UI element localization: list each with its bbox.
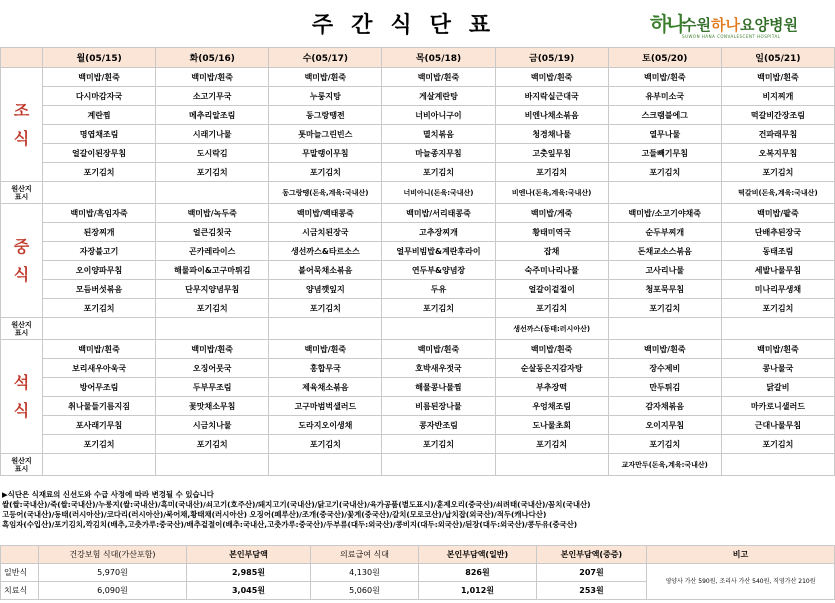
meal-label: 조 식 — [1, 68, 43, 182]
menu-cell: 고추장찌개 — [382, 223, 495, 242]
menu-cell: 포기김치 — [43, 163, 156, 182]
menu-cell: 얼갈이겉절이 — [495, 280, 608, 299]
menu-cell: 청경채나물 — [495, 125, 608, 144]
price-cell: 207원 — [537, 564, 647, 582]
day-header: 월(05/15) — [43, 48, 156, 68]
menu-cell: 세발나물무침 — [721, 261, 834, 280]
menu-cell: 시금치나물 — [156, 416, 269, 435]
day-header: 목(05/18) — [382, 48, 495, 68]
price-cell: 253원 — [537, 582, 647, 600]
menu-cell: 건파래무침 — [721, 125, 834, 144]
origin-label: 원산지 표시 — [1, 318, 43, 340]
menu-cell: 동그랑땡전 — [269, 106, 382, 125]
menu-body — [1, 68, 835, 476]
menu-cell: 볼어묵채소볶음 — [269, 261, 382, 280]
menu-cell: 얼무비빔밥&계란후라이 — [382, 242, 495, 261]
origin-cell — [43, 318, 156, 340]
menu-cell: 우엉채조림 — [495, 397, 608, 416]
menu-cell: 포기김치 — [608, 299, 721, 318]
menu-cell: 백미밥/소고기야채죽 — [608, 204, 721, 223]
menu-cell: 호박새우젓국 — [382, 359, 495, 378]
menu-cell: 포기김치 — [608, 163, 721, 182]
menu-cell: 명엽채조림 — [43, 125, 156, 144]
origin-cell: 동그랑땡(돈육,계육:국내산) — [269, 182, 382, 204]
menu-cell: 계란찜 — [43, 106, 156, 125]
day-header-row — [1, 48, 835, 68]
menu-cell: 보리새우아욱국 — [43, 359, 156, 378]
menu-row — [1, 397, 835, 416]
menu-row — [1, 242, 835, 261]
origin-cell — [43, 182, 156, 204]
menu-cell: 포기김치 — [382, 299, 495, 318]
day-header: 화(05/16) — [156, 48, 269, 68]
price-header: 건강보험 식대(가산포함) — [39, 546, 187, 564]
menu-cell: 두유 — [382, 280, 495, 299]
origin-label: 원산지 표시 — [1, 454, 43, 476]
menu-cell: 콩자반조림 — [382, 416, 495, 435]
menu-cell: 오이지무침 — [608, 416, 721, 435]
price-cell: 5,970원 — [39, 564, 187, 582]
menu-cell: 비엔나채소볶음 — [495, 106, 608, 125]
menu-cell: 연두부&양념장 — [382, 261, 495, 280]
menu-cell: 누룽지탕 — [269, 87, 382, 106]
menu-row — [1, 204, 835, 223]
menu-cell: 무말랭이무침 — [269, 144, 382, 163]
menu-cell: 생선까스&타르소스 — [269, 242, 382, 261]
menu-cell: 고구마범벅샐러드 — [269, 397, 382, 416]
menu-cell: 오이양파무침 — [43, 261, 156, 280]
menu-cell: 백미밥/흰죽 — [608, 340, 721, 359]
origin-cell — [43, 454, 156, 476]
origin-cell: 떡갈비(돈육,계육:국내산) — [721, 182, 834, 204]
menu-cell: 닭갈비 — [721, 378, 834, 397]
menu-row — [1, 87, 835, 106]
logo-name — [682, 14, 798, 35]
menu-cell: 톳마늘그린빈스 — [269, 125, 382, 144]
header — [0, 0, 835, 46]
menu-row — [1, 106, 835, 125]
menu-cell: 시금치된장국 — [269, 223, 382, 242]
menu-row — [1, 144, 835, 163]
price-cell: 1,012원 — [419, 582, 537, 600]
menu-cell: 꽃맛채소무침 — [156, 397, 269, 416]
origin-cell — [156, 454, 269, 476]
logo-subtitle: SUWON HANA CONVALESCENT HOSPITAL — [682, 34, 781, 39]
menu-cell: 장수제비 — [608, 359, 721, 378]
price-remark: 영양사 가산 590원, 조리사 가산 540원, 직영가산 210원 — [647, 564, 835, 600]
menu-cell: 황태미역국 — [495, 223, 608, 242]
logo-name-pre: 수원 — [682, 16, 711, 34]
menu-cell: 고춧잎무침 — [495, 144, 608, 163]
price-row-label: 치료식 — [1, 582, 39, 600]
origin-cell — [495, 454, 608, 476]
menu-cell: 포기김치 — [495, 163, 608, 182]
menu-cell: 고사리나물 — [608, 261, 721, 280]
price-header: 본인부담액(일반) — [419, 546, 537, 564]
price-row-general — [1, 564, 835, 582]
menu-cell: 소고기무국 — [156, 87, 269, 106]
meal-label: 석 식 — [1, 340, 43, 454]
menu-cell: 백미밥/흑임자죽 — [43, 204, 156, 223]
price-cell: 2,985원 — [187, 564, 311, 582]
menu-cell: 스크램블에그 — [608, 106, 721, 125]
menu-cell: 모듬버섯볶음 — [43, 280, 156, 299]
menu-cell: 포기김치 — [269, 299, 382, 318]
menu-cell: 다시마감자국 — [43, 87, 156, 106]
origin-label: 원산지 표시 — [1, 182, 43, 204]
menu-cell: 포기김치 — [721, 163, 834, 182]
menu-cell: 포기김치 — [269, 435, 382, 454]
menu-row — [1, 435, 835, 454]
menu-cell: 된장찌개 — [43, 223, 156, 242]
menu-cell: 홍합무국 — [269, 359, 382, 378]
origin-cell — [156, 318, 269, 340]
menu-cell: 청포묵무침 — [608, 280, 721, 299]
menu-cell: 포기김치 — [382, 435, 495, 454]
menu-cell: 백미밥/서리태콩죽 — [382, 204, 495, 223]
menu-cell: 백미밥/게죽 — [495, 204, 608, 223]
menu-cell: 얼갈이된장무침 — [43, 144, 156, 163]
menu-cell: 백미밥/흰죽 — [269, 68, 382, 87]
menu-cell: 백미밥/흰죽 — [495, 68, 608, 87]
menu-cell: 포기김치 — [495, 299, 608, 318]
day-header: 금(05/19) — [495, 48, 608, 68]
note-line: 고등어(국내산)/동태(러시아산)/코다리(러시아산)/북어채,황태채(러시아산) 오징어(페루산)/조개(중국산)/꽃게(중국산)/갈치(모로코산)/납치잡(외국산)/적두(캐나다산) — [2, 510, 547, 519]
logo-name-post: 요양병원 — [739, 16, 798, 34]
menu-cell: 감자채볶음 — [608, 397, 721, 416]
menu-cell: 포기김치 — [156, 299, 269, 318]
menu-row — [1, 340, 835, 359]
menu-cell: 백미밥/흰죽 — [382, 340, 495, 359]
origin-cell — [382, 454, 495, 476]
origin-row — [1, 454, 835, 476]
menu-cell: 포기김치 — [382, 163, 495, 182]
logo-mark-icon: 하나 — [650, 12, 683, 36]
menu-cell: 열무나물 — [608, 125, 721, 144]
menu-cell: 숙주미나리나물 — [495, 261, 608, 280]
menu-cell: 곤카레라이스 — [156, 242, 269, 261]
price-header: 본인부담액(중증) — [537, 546, 647, 564]
note-line: 쌀(쌀:국내산)/죽(쌀:국내산)/누룽지(쌀:국내산)/흑미(국내산)/쇠고기(호주산)/돼지고기(국내산)/닭고기(국내산)/육가공품(별도표시)/훈제오리(중국산)/쇠려태(국내산)/꼼치(국내산) — [2, 500, 591, 509]
menu-cell: 메추리알조림 — [156, 106, 269, 125]
origin-row — [1, 182, 835, 204]
menu-cell: 순살동은지감자탕 — [495, 359, 608, 378]
menu-cell: 멸치볶음 — [382, 125, 495, 144]
menu-cell: 포기김치 — [269, 163, 382, 182]
menu-cell: 근대나물무침 — [721, 416, 834, 435]
menu-cell: 너비아니구이 — [382, 106, 495, 125]
origin-cell — [721, 454, 834, 476]
menu-row — [1, 378, 835, 397]
menu-row — [1, 163, 835, 182]
menu-cell: 포기김치 — [43, 299, 156, 318]
origin-cell — [608, 182, 721, 204]
menu-cell: 고들빼기무침 — [608, 144, 721, 163]
menu-cell: 포기김치 — [721, 435, 834, 454]
menu-cell: 자장불고기 — [43, 242, 156, 261]
menu-cell: 포기김치 — [721, 299, 834, 318]
price-header — [1, 546, 39, 564]
menu-cell: 오징어뭇국 — [156, 359, 269, 378]
origin-cell — [156, 182, 269, 204]
menu-cell: 백미밥/흰죽 — [269, 340, 382, 359]
meal-label: 중 식 — [1, 204, 43, 318]
menu-cell: 바지락실근대국 — [495, 87, 608, 106]
menu-cell: 비름된장나물 — [382, 397, 495, 416]
menu-cell: 마늘종지무침 — [382, 144, 495, 163]
menu-cell: 잡채 — [495, 242, 608, 261]
menu-cell: 포기김치 — [495, 435, 608, 454]
origin-cell: 너비아니(돈육:국내산) — [382, 182, 495, 204]
origin-cell — [269, 454, 382, 476]
menu-cell: 백미밥/흰죽 — [495, 340, 608, 359]
menu-cell: 백미밥/흰죽 — [43, 340, 156, 359]
menu-cell: 백미밥/흰죽 — [156, 340, 269, 359]
price-header: 본인부담액 — [187, 546, 311, 564]
price-header: 비고 — [647, 546, 835, 564]
origin-cell: 비엔나(돈육,계육:국내산) — [495, 182, 608, 204]
menu-cell: 비지찌개 — [721, 87, 834, 106]
origin-cell — [608, 318, 721, 340]
price-cell: 4,130원 — [311, 564, 419, 582]
menu-cell: 단배추된장국 — [721, 223, 834, 242]
menu-cell: 해물파이&고구마튀김 — [156, 261, 269, 280]
menu-cell: 게살계란탕 — [382, 87, 495, 106]
menu-cell: 방어무조림 — [43, 378, 156, 397]
origin-row — [1, 318, 835, 340]
menu-cell: 동태조림 — [721, 242, 834, 261]
day-header: 토(05/20) — [608, 48, 721, 68]
menu-cell: 제육채소볶음 — [269, 378, 382, 397]
meal-price-table — [0, 545, 835, 600]
origin-cell: 교자만두(돈육,계육:국내산) — [608, 454, 721, 476]
menu-cell: 포기김치 — [43, 435, 156, 454]
menu-cell: 돈채교소스볶음 — [608, 242, 721, 261]
menu-cell: 취나물들기름지짐 — [43, 397, 156, 416]
day-header: 수(05/17) — [269, 48, 382, 68]
weekly-menu-table — [0, 47, 835, 476]
price-row-label: 일반식 — [1, 564, 39, 582]
menu-cell: 도라지오이생채 — [269, 416, 382, 435]
menu-cell: 콩나물국 — [721, 359, 834, 378]
logo-name-highlight: 하나 — [710, 16, 740, 34]
menu-cell: 양념깻잎지 — [269, 280, 382, 299]
price-cell: 5,060원 — [311, 582, 419, 600]
menu-cell: 포기김치 — [156, 435, 269, 454]
day-header: 일(05/21) — [721, 48, 834, 68]
menu-row — [1, 68, 835, 87]
origin-cell: 생선까스(동태:러시아산) — [495, 318, 608, 340]
menu-cell: 백미밥/흰죽 — [721, 68, 834, 87]
price-header: 의료급여 식대 — [311, 546, 419, 564]
origin-cell — [269, 318, 382, 340]
menu-cell: 백미밥/흰죽 — [43, 68, 156, 87]
menu-cell: 백미밥/팥죽 — [721, 204, 834, 223]
menu-row — [1, 359, 835, 378]
menu-row — [1, 261, 835, 280]
menu-cell: 떡갈비간장조림 — [721, 106, 834, 125]
note-line: 흑임자(수입산)/포기김치,깍김치(배추,고춧가루:중국산)/배추겉절이(배추:국내산,고춧가루:중국산)/두부류(대두:외국산)/콩비지(대두:외국산)/된장(대두:외국산)/콩두유(중국산) — [2, 520, 578, 529]
price-cell: 826원 — [419, 564, 537, 582]
menu-cell: 순두부찌개 — [608, 223, 721, 242]
menu-row — [1, 223, 835, 242]
menu-row — [1, 125, 835, 144]
menu-cell: 유부미소국 — [608, 87, 721, 106]
menu-row — [1, 416, 835, 435]
notes-section — [0, 490, 835, 530]
menu-cell: 도시락김 — [156, 144, 269, 163]
menu-cell: 오복지무침 — [721, 144, 834, 163]
menu-cell: 포기김치 — [156, 163, 269, 182]
hospital-logo — [650, 8, 830, 42]
note-line: ▶식단은 식재료의 신선도와 수급 사정에 따라 변경될 수 있습니다 — [2, 490, 214, 499]
menu-cell: 백미밥/흰죽 — [382, 68, 495, 87]
price-header-row — [1, 546, 835, 564]
menu-cell: 백미밥/흰죽 — [608, 68, 721, 87]
menu-cell: 백미밥/흰죽 — [156, 68, 269, 87]
menu-cell: 시래기나물 — [156, 125, 269, 144]
menu-cell: 부추장떡 — [495, 378, 608, 397]
menu-row — [1, 299, 835, 318]
menu-cell: 백미밥/녹두죽 — [156, 204, 269, 223]
menu-row — [1, 280, 835, 299]
menu-cell: 단무지양념무침 — [156, 280, 269, 299]
corner-cell — [1, 48, 43, 68]
origin-cell — [382, 318, 495, 340]
menu-cell: 도나물초회 — [495, 416, 608, 435]
price-cell: 6,090원 — [39, 582, 187, 600]
page-title: 주간식단표 — [311, 13, 509, 38]
menu-cell: 마카로니샐러드 — [721, 397, 834, 416]
menu-cell: 두부무조림 — [156, 378, 269, 397]
menu-cell: 만두튀김 — [608, 378, 721, 397]
menu-cell: 얼큰김칫국 — [156, 223, 269, 242]
origin-cell — [721, 318, 834, 340]
menu-cell: 백미밥/백태콩죽 — [269, 204, 382, 223]
menu-cell: 미나리무생채 — [721, 280, 834, 299]
menu-cell: 포기김치 — [608, 435, 721, 454]
menu-cell: 백미밥/흰죽 — [721, 340, 834, 359]
price-cell: 3,045원 — [187, 582, 311, 600]
menu-cell: 포사래기무침 — [43, 416, 156, 435]
menu-cell: 해물콩나물찜 — [382, 378, 495, 397]
